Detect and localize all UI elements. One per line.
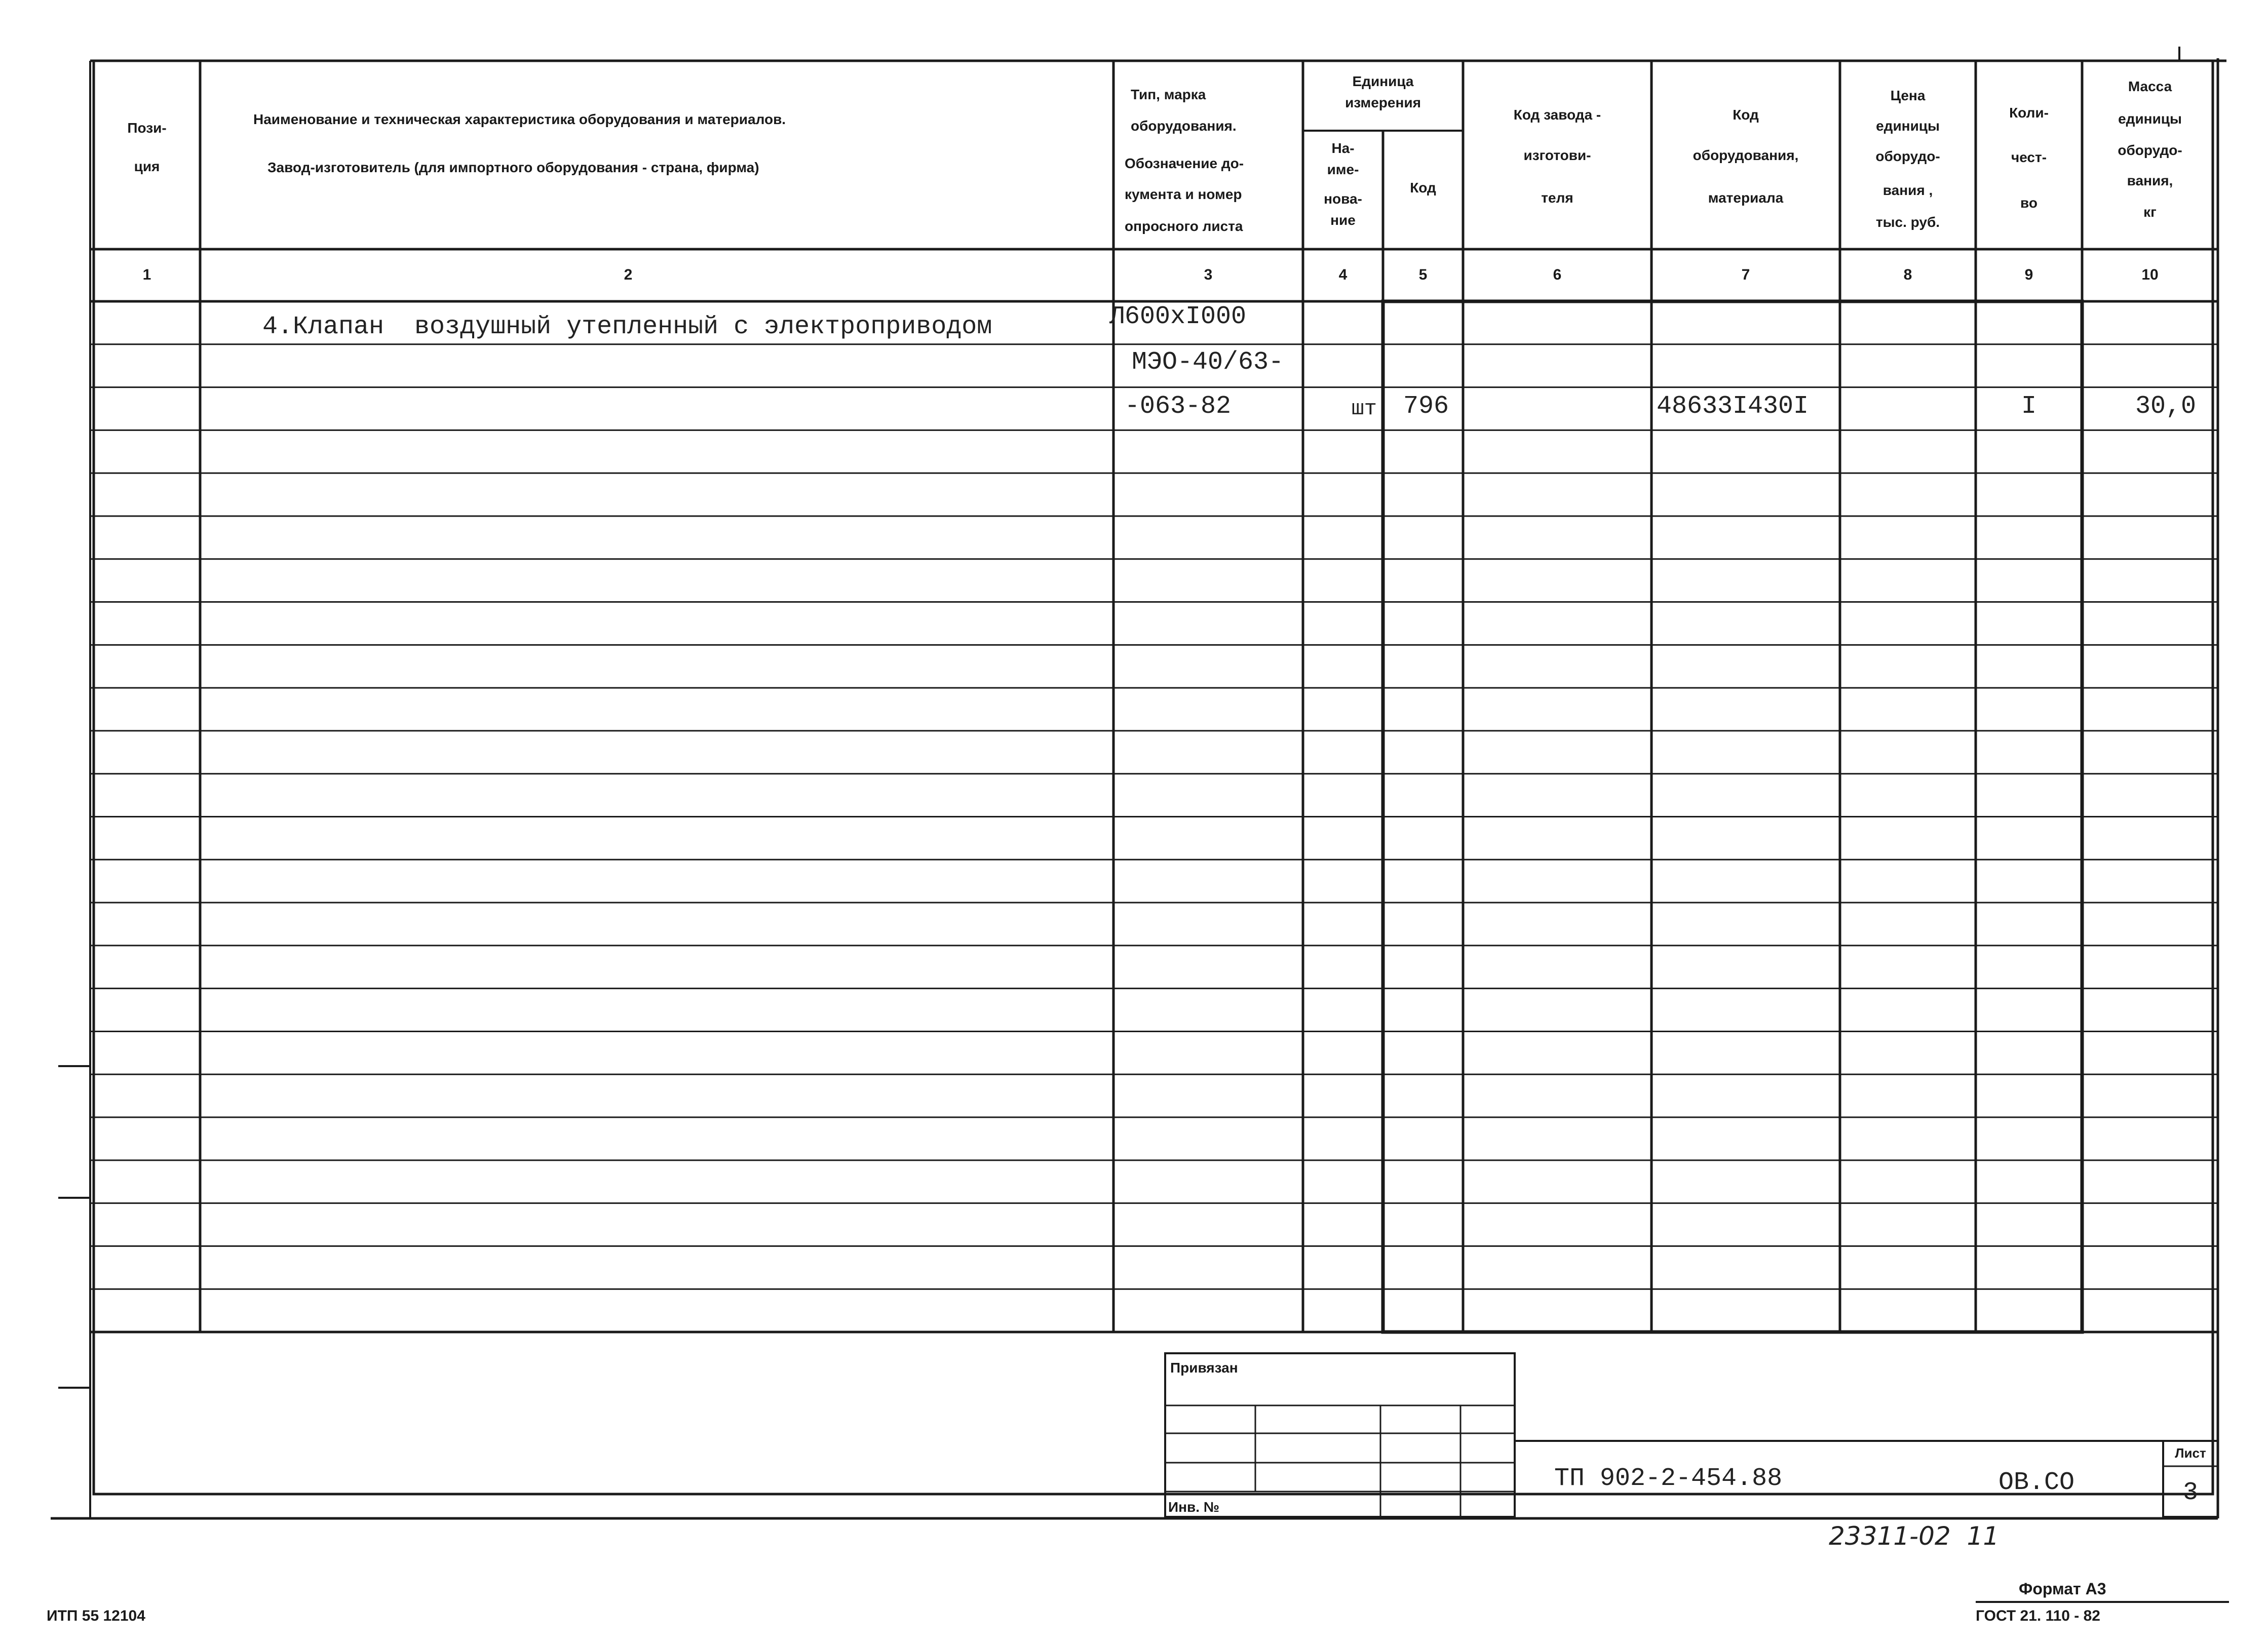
col10-line2: единицы: [2118, 111, 2182, 127]
col4-line4: ние: [1330, 212, 1356, 228]
col8-line1: Цена: [1890, 88, 1926, 103]
handwritten-note: 23311-02 11: [1829, 1521, 2000, 1551]
col3-line5: опросного листа: [1125, 218, 1243, 234]
column-number-8: 8: [1903, 266, 1912, 283]
col5-label: Код: [1410, 180, 1436, 195]
col6-line3: теля: [1541, 190, 1573, 206]
item-equipment-code: 48633I430I: [1657, 392, 1809, 421]
col3-line3: Обозначение до-: [1125, 155, 1244, 171]
col10-line4: вания,: [2127, 173, 2173, 188]
col10-line5: кг: [2143, 204, 2157, 220]
document-number: ТП 902-2-454.88: [1554, 1464, 1783, 1493]
col10-line1: Масса: [2128, 79, 2172, 94]
column-number-4: 4: [1338, 266, 1348, 283]
gost-label: ГОСТ 21. 110 - 82: [1976, 1608, 2100, 1624]
item-type: -063-82: [1125, 392, 1232, 421]
col7-line1: Код: [1733, 107, 1759, 123]
item-unit: шт: [1351, 397, 1377, 421]
column-header-7: [1693, 107, 1799, 206]
header-grid: [90, 61, 2218, 1332]
col3-line1: Тип, марка: [1131, 87, 1206, 102]
unit-group-line1: Единица: [1352, 73, 1414, 89]
col3-line2: оборудования.: [1131, 118, 1237, 134]
column-header-unit-group: [1345, 73, 1421, 110]
item-type: Л600хI000: [1109, 302, 1247, 331]
col6-line2: изготови-: [1523, 147, 1591, 163]
table-frame: [51, 47, 2226, 1518]
table-row-lines: [90, 344, 2218, 1332]
col2-line2: Завод-изготовитель (для импортного оборудования - страна, фирма): [267, 160, 759, 175]
column-header-3: [1125, 87, 1244, 234]
col1-line1: Пози-: [127, 120, 167, 136]
column-header-4: [1324, 140, 1362, 228]
item-unit-code: 796: [1403, 392, 1449, 421]
item-quantity: I: [2021, 392, 2037, 421]
col8-line3: оборудо-: [1875, 148, 1940, 164]
col7-line2: оборудования,: [1693, 147, 1799, 163]
column-header-1: [127, 120, 166, 174]
col9-line2: чест-: [2011, 149, 2047, 165]
col9-line3: во: [2020, 195, 2038, 211]
col8-line4: вания ,: [1882, 182, 1933, 198]
col6-line1: Код завода -: [1513, 107, 1601, 123]
col10-line3: оборудо-: [2118, 142, 2182, 158]
col4-line1: На-: [1331, 140, 1355, 156]
column-header-8: [1875, 88, 1940, 230]
column-header-5: [1410, 180, 1436, 195]
left-footer-code: ИТП 55 12104: [47, 1608, 145, 1624]
column-header-9: [2009, 105, 2049, 211]
bound-label: Привязан: [1170, 1360, 1238, 1376]
col4-line2: име-: [1327, 162, 1359, 177]
column-number-5: 5: [1418, 266, 1428, 283]
sheet-number: 3: [2182, 1478, 2199, 1507]
column-number-9: 9: [2024, 266, 2033, 283]
col8-line5: тыс. руб.: [1875, 214, 1940, 230]
col3-line4: кумента и номер: [1125, 186, 1242, 202]
col8-line2: единицы: [1876, 118, 1940, 134]
title-block: [1165, 1353, 2218, 1517]
col1-line2: ция: [134, 159, 160, 174]
column-number-3: 3: [1204, 266, 1213, 283]
item-type: МЭО-40/63-: [1132, 348, 1284, 377]
column-number-row: [143, 266, 2159, 283]
table-row: [1125, 392, 2196, 421]
column-number-1: 1: [142, 266, 151, 283]
column-number-10: 10: [2141, 266, 2159, 283]
table-row: [1132, 348, 1284, 377]
sheet-label: Лист: [2175, 1445, 2206, 1461]
col9-line1: Коли-: [2009, 105, 2049, 121]
item-mass: 30,0: [2135, 392, 2196, 421]
section-code: ОВ.СО: [1998, 1468, 2075, 1497]
column-header-10: [2118, 79, 2182, 220]
column-number-6: 6: [1553, 266, 1562, 283]
col7-line3: материала: [1708, 190, 1784, 206]
column-header-2: [253, 111, 786, 175]
column-header-6: [1514, 107, 1601, 206]
col4-line3: нова-: [1324, 191, 1362, 207]
footer: [47, 1580, 2229, 1624]
unit-group-line2: измерения: [1345, 95, 1421, 110]
col2-line1: Наименование и техническая характеристика оборудования и материалов.: [253, 111, 786, 127]
item-name: 4.Клапан воздушный утепленный с электроприводом: [262, 312, 992, 341]
column-number-7: 7: [1741, 266, 1750, 283]
column-number-2: 2: [624, 266, 633, 283]
table-row: [262, 302, 1246, 341]
format-label: Формат А3: [2019, 1580, 2106, 1598]
inventory-label: Инв. №: [1168, 1499, 1220, 1515]
